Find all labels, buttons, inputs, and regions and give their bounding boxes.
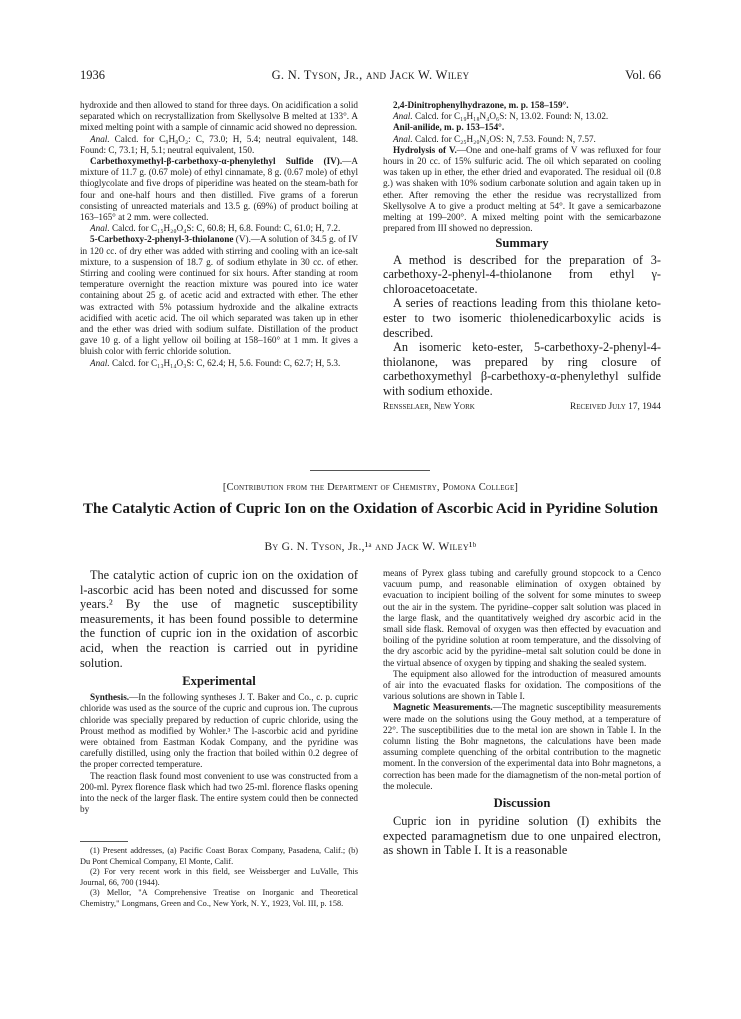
article-authors: By G. N. Tyson, Jr.,¹ᵃ and Jack W. Wiley¹ᵇ (264, 541, 477, 553)
footnote: (1) Present addresses, (a) Pacific Coast Borax Company, Pasadena, Calif.; (b) Du Pont Chemical Company, El Monte, Calif. (80, 846, 358, 866)
summary-heading: Summary (495, 236, 549, 251)
footnotes (80, 846, 358, 909)
summary-item: A series of reactions leading from this thiolane keto-ester to two isomeric thiolenedicarboxylic acids is described. (383, 296, 661, 340)
paragraph: The equipment also allowed for the introduction of measured amounts of air into the evacuated flasks for oxidation. The compositions of the various solutions are shown in Table I. (383, 668, 661, 702)
analysis-text: Calcd. for C₁₃H₁₄O₃S: C, 62.4; H, 5.6. Found: C, 62.7; H, 5.3. (111, 357, 341, 368)
introduction (80, 568, 358, 670)
contribution-line: [Contribution from the Department of Chemistry, Pomona College] (222, 482, 519, 493)
intro-paragraph: The catalytic action of cupric ion on the oxidation of l-ascorbic acid has been noted and discussed for some years.² By the use of magnetic susceptibility measurements, it has been found possible to determine the function of cupric ion in the oxidation of ascorbic acid, when the reaction is carried out in pyridine solution. (80, 568, 358, 670)
paragraph: hydroxide and then allowed to stand for three days. On acidification a solid separated which on recrystallization from Skellysolve B melted at 133°. A mixed melting point with a sample of cinnamic acid showed no depression. (80, 100, 358, 133)
anal-label: Anal. (393, 111, 413, 122)
summary-item: A method is described for the preparation of 3-carbethoxy-2-phenyl-4-thiolanone from ethyl γ-chloroacetoacetate. (383, 252, 661, 296)
paragraph-text: —A mixture of 11.7 g. (0.67 mole) of ethyl cinnamate, 8 g. (0.67 mole) of ethyl thioglycolate and five drops of piperidine was heated on the steam-bath for four and one-half hours and then distilled. Five grams of a forerun consisting of unreacted materials and 13.5 g. (69%) of product boiling at 163–165° at 2 mm. were collected. (80, 156, 358, 223)
analysis-text: Calcd. for C₁₅H₂₀O₄S: C, 60.8; H, 6.8. Found: C, 61.0; H, 7.2. (111, 223, 341, 234)
derivative-heading: Anil-anilide, m. p. 153–154°. (393, 122, 505, 133)
synthesis-heading: Synthesis. (90, 692, 130, 703)
discussion-body (383, 814, 661, 858)
analysis-paragraph (80, 223, 358, 234)
hydrolysis-heading: Hydrolysis of V. (393, 144, 457, 155)
summary-body (383, 253, 661, 399)
compound-paragraph (80, 156, 358, 223)
volume-label: Vol. 66 (625, 68, 661, 82)
experimental-body (80, 692, 358, 815)
analysis-text: Calcd. for C₂₅H₂₀N₂OS: N, 7.53. Found: N, 7.57. (414, 133, 596, 144)
anal-label: Anal. (90, 357, 110, 368)
author-location: Rensselaer, New York (383, 401, 475, 412)
top-right-column (383, 100, 661, 414)
compound-heading: Carbethoxymethyl-β-carbethoxy-α-phenylethyl Sulfide (IV). (90, 156, 343, 167)
flask-paragraph: The reaction flask found most convenient to use was constructed from a 200-ml. Pyrex florence flask which had two 25-ml. florence flasks opening into the neck of the larger flask. The entire system could then be connected by (80, 770, 358, 815)
page-header (80, 68, 661, 88)
signature-line (383, 402, 661, 414)
magnetic-paragraph (383, 702, 661, 792)
analysis-text: Calcd. for C₁₉H₁₈N₄O₆S: N, 13.02. Found: N, 13.02. (414, 111, 609, 122)
paragraph-text: —The magnetic susceptibility measurements were made on the solutions using the Gouy method, at a temperature of 22°. The susceptibilities due to the metal ion are shown in Table I. In the column listing the Bohr magnetons, the calculations have been made assuming complete quenching of the orbital contribution to the magnetic moment. In the conversion of the experimental data into Bohr magnetons, a correction has been made for the diamagnetism of the non-metal portion of the molecule. (383, 702, 661, 791)
synthesis-paragraph (80, 692, 358, 770)
analysis-paragraph (80, 358, 358, 369)
analysis-paragraph (383, 111, 661, 122)
experimental-heading: Experimental (182, 674, 256, 689)
top-left-column (80, 100, 358, 369)
summary-item: An isomeric keto-ester, 5-carbethoxy-2-phenyl-4-thiolanone, was prepared by ring closure of carbethoxymethyl β-carbethoxy-α-phenylethyl sulfide with sodium ethoxide. (383, 340, 661, 398)
bottom-right-column (383, 568, 661, 858)
anal-label: Anal. (90, 133, 110, 144)
analysis-paragraph (383, 134, 661, 145)
paragraph-text: (V).—A solution of 34.5 g. of IV in 120 cc. of dry ether was added with stirring and cooling with an ice-salt mixture, to a suspension of 18.7 g. of sodium ethylate in 30 cc. of ether. Stirring and cooling were continued for six hours. After standing at room temperature overnight the reaction mixture was poured into ice water containing about 25 g. of acetic acid and extracted with ether. The ether was extracted with 5% potassium hydroxide and the alkaline extracts acidified with acetic acid. The oil which separated was taken up in ether and the ether was dried with sodium sulfate. Distillation of the product gave 10 g. of a light yellow oil boiling at 158–160° at 1 mm. It gives a bluish color with ferric chloride solution. (80, 234, 358, 357)
footnote: (3) Mellor, "A Comprehensive Treatise on Inorganic and Theoretical Chemistry," Longmans, Green and Co., New York, N. Y., 1923, Vol. III, p. 158. (80, 888, 358, 908)
analysis-paragraph (80, 134, 358, 156)
footnote: (2) For very recent work in this field, see Weissberger and LuValle, This Journal, 66, 700 (1944). (80, 867, 358, 887)
bottom-left-column (80, 568, 358, 843)
compound-paragraph (80, 234, 358, 357)
page-number: 1936 (80, 68, 105, 82)
analysis-text: Calcd. for C₉H₈O₂: C, 73.0; H, 5.4; neutral equivalent, 148. Found: C, 73.1; H, 5.1; neutral equivalent, 150. (80, 133, 358, 155)
discussion-paragraph: Cupric ion in pyridine solution (I) exhibits the expected paramagnetism due to one unpaired electron, as shown in Table I. It is a reasonable (383, 814, 661, 858)
section-divider (310, 470, 430, 471)
paragraph-text: —One and one-half grams of V was refluxed for four hours in 20 cc. of 15% sulfuric acid. The oil which separated on cooling was taken up in ether, the ether dried and evaporated. The residual oil (0.8 g.) was shaken with 10% sodium carbonate solution and again taken up in ether. After removing the ether the residue was recrystallized from Skellysolve A to give a product melting at 54°. It gave a semicarbazone melting at 199–200°. A mixed melting point with the semicarbazone prepared from III showed no depression. (383, 144, 661, 234)
discussion-heading: Discussion (493, 796, 551, 811)
anal-label: Anal. (393, 133, 413, 144)
anal-label: Anal. (90, 223, 110, 234)
magnetic-heading: Magnetic Measurements. (393, 702, 493, 713)
received-date: Received July 17, 1944 (569, 401, 661, 412)
derivative-heading: 2,4-Dinitrophenylhydrazone, m. p. 158–159°. (393, 100, 569, 110)
hydrolysis-paragraph (383, 145, 661, 235)
footnote-rule (80, 841, 128, 842)
paragraph: means of Pyrex glass tubing and carefully ground stopcock to a Cenco vacuum pump, and reasonable elimination of oxygen obtained by evacuation to incipient boiling of the solvent for some minutes to sweep out the air in the system. The pyridine–copper salt solution was placed in the large flask, and the quantitatively weighed dry ascorbic acid in the small side flask. Removal of oxygen was then effected by evacuation and boiling of the pyridine solution at room temperature, and the dissolving of the dry ascorbic acid by the pyridine–metal salt solution could be done in the virtual absence of oxygen by tipping and shaking the sealed system. (383, 568, 661, 668)
running-head-authors: G. N. Tyson, Jr., and Jack W. Wiley (271, 68, 470, 82)
article-title: The Catalytic Action of Cupric Ion on the Oxidation of Ascorbic Acid in Pyridine Solution (82, 501, 659, 517)
paragraph-text: —In the following syntheses J. T. Baker and Co., c. p. cupric chloride was used as the source of the cupric and cuprous ion. The cuprous chloride was specially prepared by reduction of cupric chloride, using the Proust method as modified by Wohler.³ The l-ascorbic acid and pyridine were obtained from Eastman Kodak Company, and the pyridine was carefully distilled, using only the fraction that boiled within 0.2 degree of the proper corrected temperature. (80, 692, 358, 770)
method-body (383, 568, 661, 792)
compound-heading: 5-Carbethoxy-2-phenyl-3-thiolanone (90, 234, 234, 245)
